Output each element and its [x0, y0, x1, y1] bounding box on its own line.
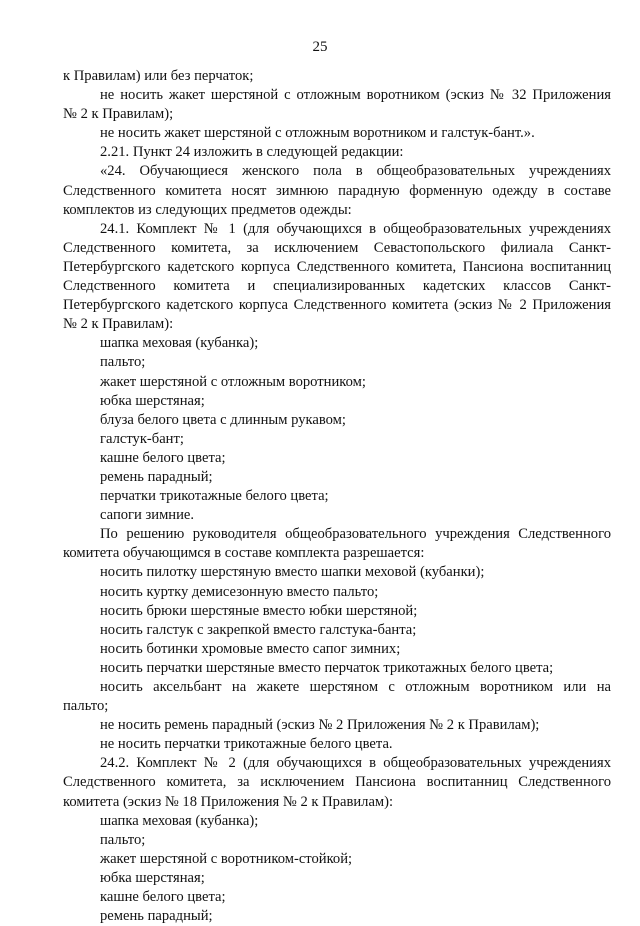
text-line: носить ботинки хромовые вместо сапог зимних;: [100, 640, 401, 657]
text-line: 2.21. Пункт 24 изложить в следующей редакции:: [100, 144, 404, 161]
text-line: носить галстук с закрепкой вместо галстука-банта;: [100, 621, 417, 638]
text-line: Следственного комитета и специализированных кадетских классов Санкт-: [63, 278, 611, 295]
text-line: ремень парадный;: [100, 908, 213, 925]
text-line: перчатки трикотажные белого цвета;: [100, 488, 329, 505]
text-line: сапоги зимние.: [100, 507, 195, 524]
text-line: Следственного комитета, за исключением Севастопольского филиала Санкт-: [63, 239, 611, 256]
text-line: не носить ремень парадный (эскиз № 2 Приложения № 2 к Правилам);: [100, 717, 540, 734]
text-line: «24. Обучающиеся женского пола в общеобразовательных учреждениях: [100, 163, 611, 180]
text-line: носить пилотку шерстяную вместо шапки меховой (кубанки);: [100, 564, 485, 581]
text-line: жакет шерстяной с воротником-стойкой;: [100, 850, 353, 867]
text-line: комплектов из следующих предметов одежды:: [63, 201, 352, 218]
text-line: кашне белого цвета;: [100, 449, 226, 466]
text-line: галстук-бант;: [100, 430, 184, 447]
text-line: Петербургского кадетского корпуса Следственного комитета, Пансиона воспитанниц: [63, 258, 611, 275]
text-line: пальто;: [100, 354, 146, 371]
text-line: носить брюки шерстяные вместо юбки шерстяной;: [100, 602, 418, 619]
text-line: носить перчатки шерстяные вместо перчаток трикотажных белого цвета;: [100, 659, 554, 676]
text-line: комитета обучающимся в составе комплекта разрешается:: [63, 545, 425, 562]
text-line: 24.1. Комплект № 1 (для обучающихся в общеобразовательных учреждениях: [100, 220, 611, 237]
text-line: носить аксельбант на жакете шерстяном с отложным воротником или на: [100, 679, 611, 695]
text-line: не носить перчатки трикотажные белого цвета.: [100, 736, 393, 753]
text-line: кашне белого цвета;: [100, 889, 226, 906]
text-line: шапка меховая (кубанка);: [100, 335, 259, 352]
text-line: не носить жакет шерстяной с отложным воротником и галстук-бант.».: [100, 125, 535, 142]
text-line: блуза белого цвета с длинным рукавом;: [100, 411, 346, 428]
text-line: Следственного комитета носят зимнюю парадную форменную одежду в составе: [63, 182, 611, 199]
text-line: юбка шерстяная;: [100, 869, 205, 886]
text-line: не носить жакет шерстяной с отложным воротником (эскиз № 32 Приложения: [100, 87, 611, 104]
document-body: [63, 67, 611, 926]
text-line: Петербургского кадетского корпуса Следственного комитета (эскиз № 2 Приложения: [63, 297, 611, 314]
text-line: ремень парадный;: [100, 468, 213, 485]
text-line: пальто;: [100, 831, 146, 848]
text-line: 24.2. Комплект № 2 (для обучающихся в общеобразовательных учреждениях: [100, 755, 611, 772]
text-line: комитета (эскиз № 18 Приложения № 2 к Правилам):: [63, 793, 394, 810]
page-number: 25: [312, 39, 328, 55]
text-line: пальто;: [63, 698, 109, 715]
text-line: № 2 к Правилам);: [63, 106, 174, 123]
text-line: к Правилам) или без перчаток;: [63, 68, 254, 84]
text-line: шапка меховая (кубанка);: [100, 812, 259, 829]
text-line: жакет шерстяной с отложным воротником;: [100, 373, 366, 390]
text-line: юбка шерстяная;: [100, 392, 205, 409]
text-line: № 2 к Правилам):: [63, 316, 174, 333]
text-line: Следственного комитета, за исключением Пансиона воспитанниц Следственного: [63, 774, 611, 791]
text-line: носить куртку демисезонную вместо пальто;: [100, 583, 379, 600]
text-line: По решению руководителя общеобразовательного учреждения Следственного: [100, 526, 611, 543]
